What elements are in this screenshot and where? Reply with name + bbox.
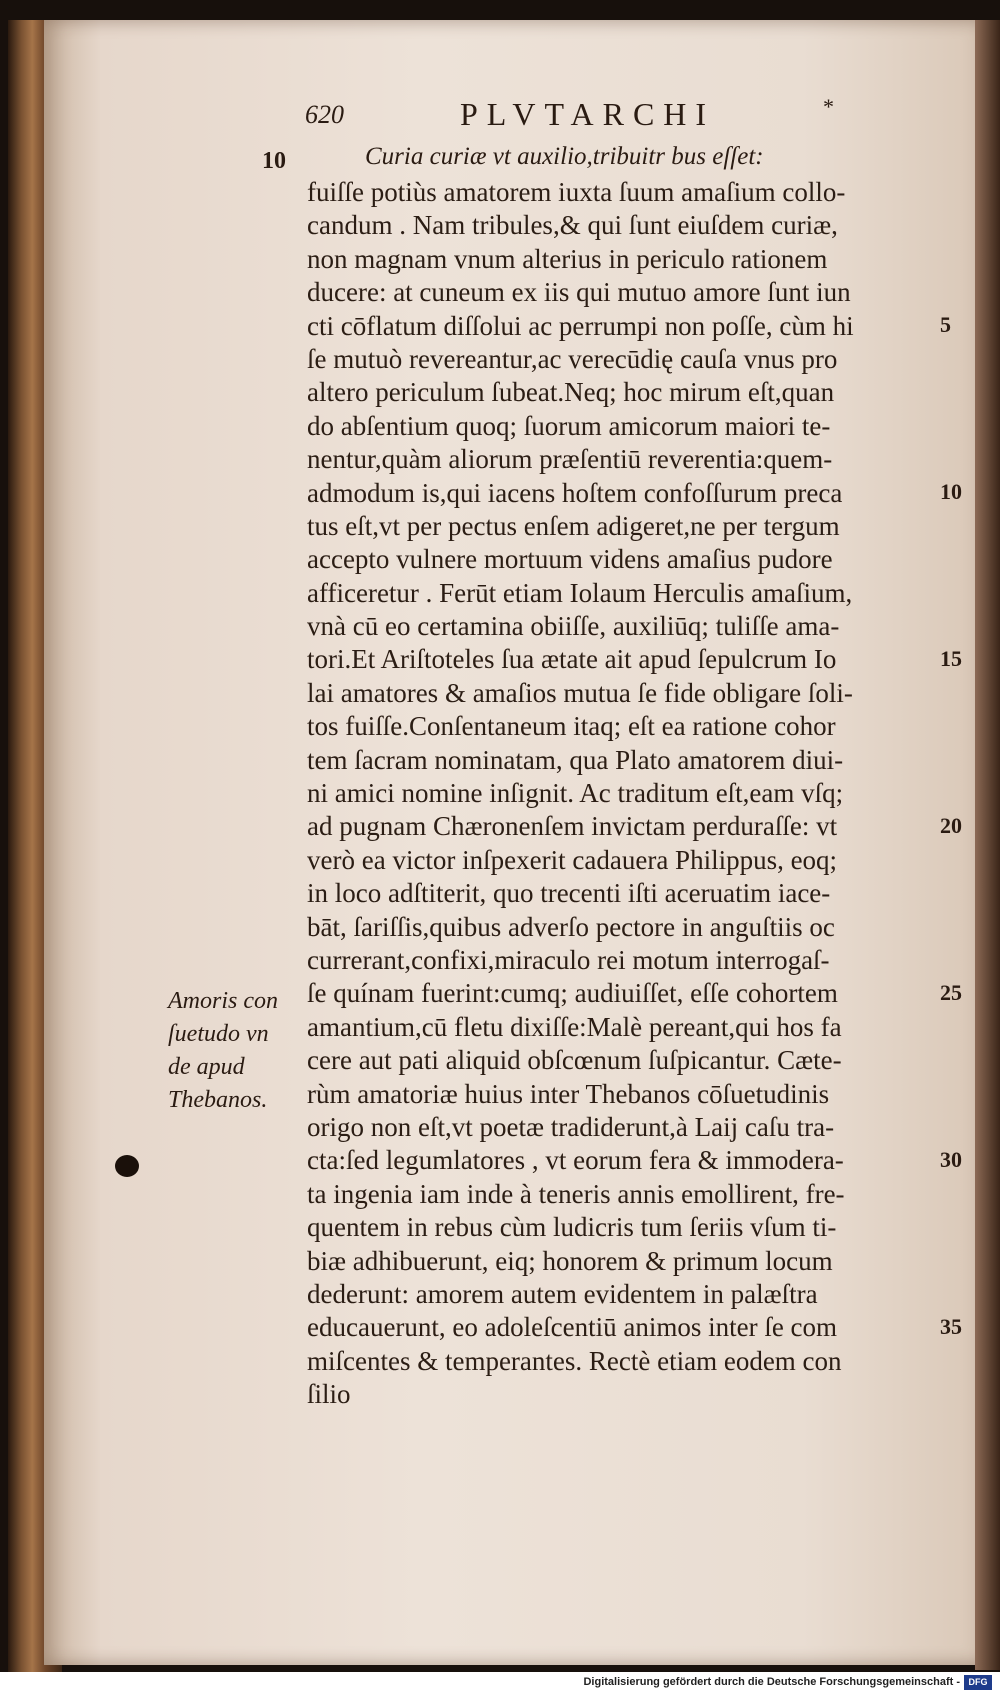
line-number: 35: [940, 1313, 962, 1339]
line-number: 5: [940, 311, 951, 337]
text-line: ſe mutuò revereantur,ac verecūdię cauſa vnus pro: [307, 343, 838, 374]
marginal-note-line: ſuetudo vn: [168, 1021, 269, 1047]
marginal-note: [168, 985, 298, 1117]
text-line: origo non eſt,vt poetæ tradiderunt,à Laij caſu tra-: [307, 1111, 835, 1142]
page-number: 620: [305, 100, 344, 129]
text-line: afficeretur . Ferūt etiam Iolaum Herculis amaſium,: [307, 577, 853, 608]
line-number: 30: [940, 1146, 962, 1172]
ink-blot: [115, 1155, 139, 1177]
text-line: cere aut pati aliquid obſcœnum ſuſpicantur. Cæte-: [307, 1045, 842, 1076]
text-line: educauerunt, eo adoleſcentiū animos inter ſe com: [307, 1312, 838, 1343]
text-line: ſilio: [307, 1379, 351, 1410]
first-line: Curia curiæ vt auxilio,tribuitr bus eſſet:: [365, 143, 764, 170]
side-number: 10: [262, 148, 286, 174]
page-header: [305, 96, 865, 136]
text-line: bāt, ſariſſis,quibus adverſo pectore in anguſtiis oc: [307, 911, 835, 942]
marginal-note-line: de apud: [168, 1054, 245, 1080]
text-line: ad pugnam Chæronenſem invictam perduraſſe: vt: [307, 811, 838, 842]
text-line: tori.Et Ariſtoteles ſua ætate ait apud ſepulcrum Io: [307, 644, 837, 675]
text-line: tem ſacram nominatam, qua Plato amatorem diui-: [307, 744, 844, 775]
line-number: 15: [940, 645, 962, 671]
text-line: amantium,cū fletu dixiſſe:Malè pereant,qui hos fa: [307, 1011, 842, 1042]
text-line: lai amatores & amaſios mutua ſe fide obligare ſoli-: [307, 677, 853, 708]
text-line: nentur,quàm aliorum præſentiū reverentia:quem-: [307, 444, 833, 475]
text-line: biæ adhibuerunt, eiq; honorem & primum locum: [307, 1245, 833, 1276]
text-line: candum . Nam tribules,& qui ſunt eiuſdem curiæ,: [307, 210, 838, 241]
page-edge-shadow: [975, 20, 1000, 1670]
text-line: cti cōflatum diſſolui ac perrumpi non poſſe, cùm hi: [307, 310, 854, 341]
text-line: do abſentium quoq; ſuorum amicorum maiori te-: [307, 410, 831, 441]
text-line: fuiſſe potiùs amatorem iuxta ſuum amaſium collo-: [307, 177, 846, 207]
header-mark: *: [823, 94, 834, 119]
text-line: vnà cū eo certamina obiiſſe, auxiliūq; tuliſſe ama-: [307, 611, 840, 642]
text-line: ducere: at cuneum ex iis qui mutuo amore ſunt iun: [307, 277, 851, 308]
line-number: 20: [940, 812, 962, 838]
text-line: admodum is,qui iacens hoſtem confoſſurum preca: [307, 477, 843, 508]
text-line: cta:ſed legumlatores , vt eorum fera & immodera-: [307, 1145, 844, 1176]
text-line: tos fuiſſe.Conſentaneum itaq; eſt ea ratione cohor: [307, 711, 836, 742]
body-text: [307, 176, 942, 1411]
text-line: miſcentes & temperantes. Rectè etiam eodem con: [307, 1345, 842, 1376]
line-number: 25: [940, 979, 962, 1005]
line-number: 10: [940, 478, 962, 504]
text-line: rùm amatoriæ huius inter Thebanos cōſuetudinis: [307, 1078, 830, 1109]
text-line: ta ingenia iam inde à teneris annis emollirent, fre-: [307, 1178, 845, 1209]
text-line: verò ea victor inſpexerit cadauera Philippus, eoq;: [307, 844, 838, 875]
text-line: in loco adſtiterit, quo trecenti iſti aceruatim iace-: [307, 878, 831, 909]
text-line: quentem in rebus cùm ludicris tum ſeriis vſum ti-: [307, 1212, 837, 1243]
marginal-note-line: Thebanos.: [168, 1087, 268, 1113]
text-line: accepto vulnere mortuum videns amaſius pudore: [307, 544, 833, 575]
text-line: non magnam vnum alterius in periculo rationem: [307, 243, 828, 274]
dfg-logo: DFG: [964, 1675, 992, 1690]
marginal-note-line: Amoris con: [168, 988, 278, 1014]
footer-credit: Digitalisierung gefördert durch die Deutsche Forschungsgemeinschaft -: [583, 1676, 960, 1688]
text-line: ni amici nomine inſignit. Ac traditum eſt,eam vſq;: [307, 778, 844, 809]
text-line: dederunt: amorem autem evidentem in palæſtra: [307, 1278, 818, 1309]
text-line: ſe quínam fuerint:cumq; audiuiſſet, eſſe cohortem: [307, 978, 838, 1009]
running-title: PLVTARCHI: [460, 96, 716, 132]
footer: [0, 1672, 1000, 1695]
text-line: tus eſt,vt per pectus enſem adigeret,ne per tergum: [307, 510, 840, 541]
text-line: altero periculum ſubeat.Neq; hoc mirum eſt,quan: [307, 377, 835, 408]
text-line: currerant,confixi,miraculo rei motum interrogaſ-: [307, 944, 830, 975]
